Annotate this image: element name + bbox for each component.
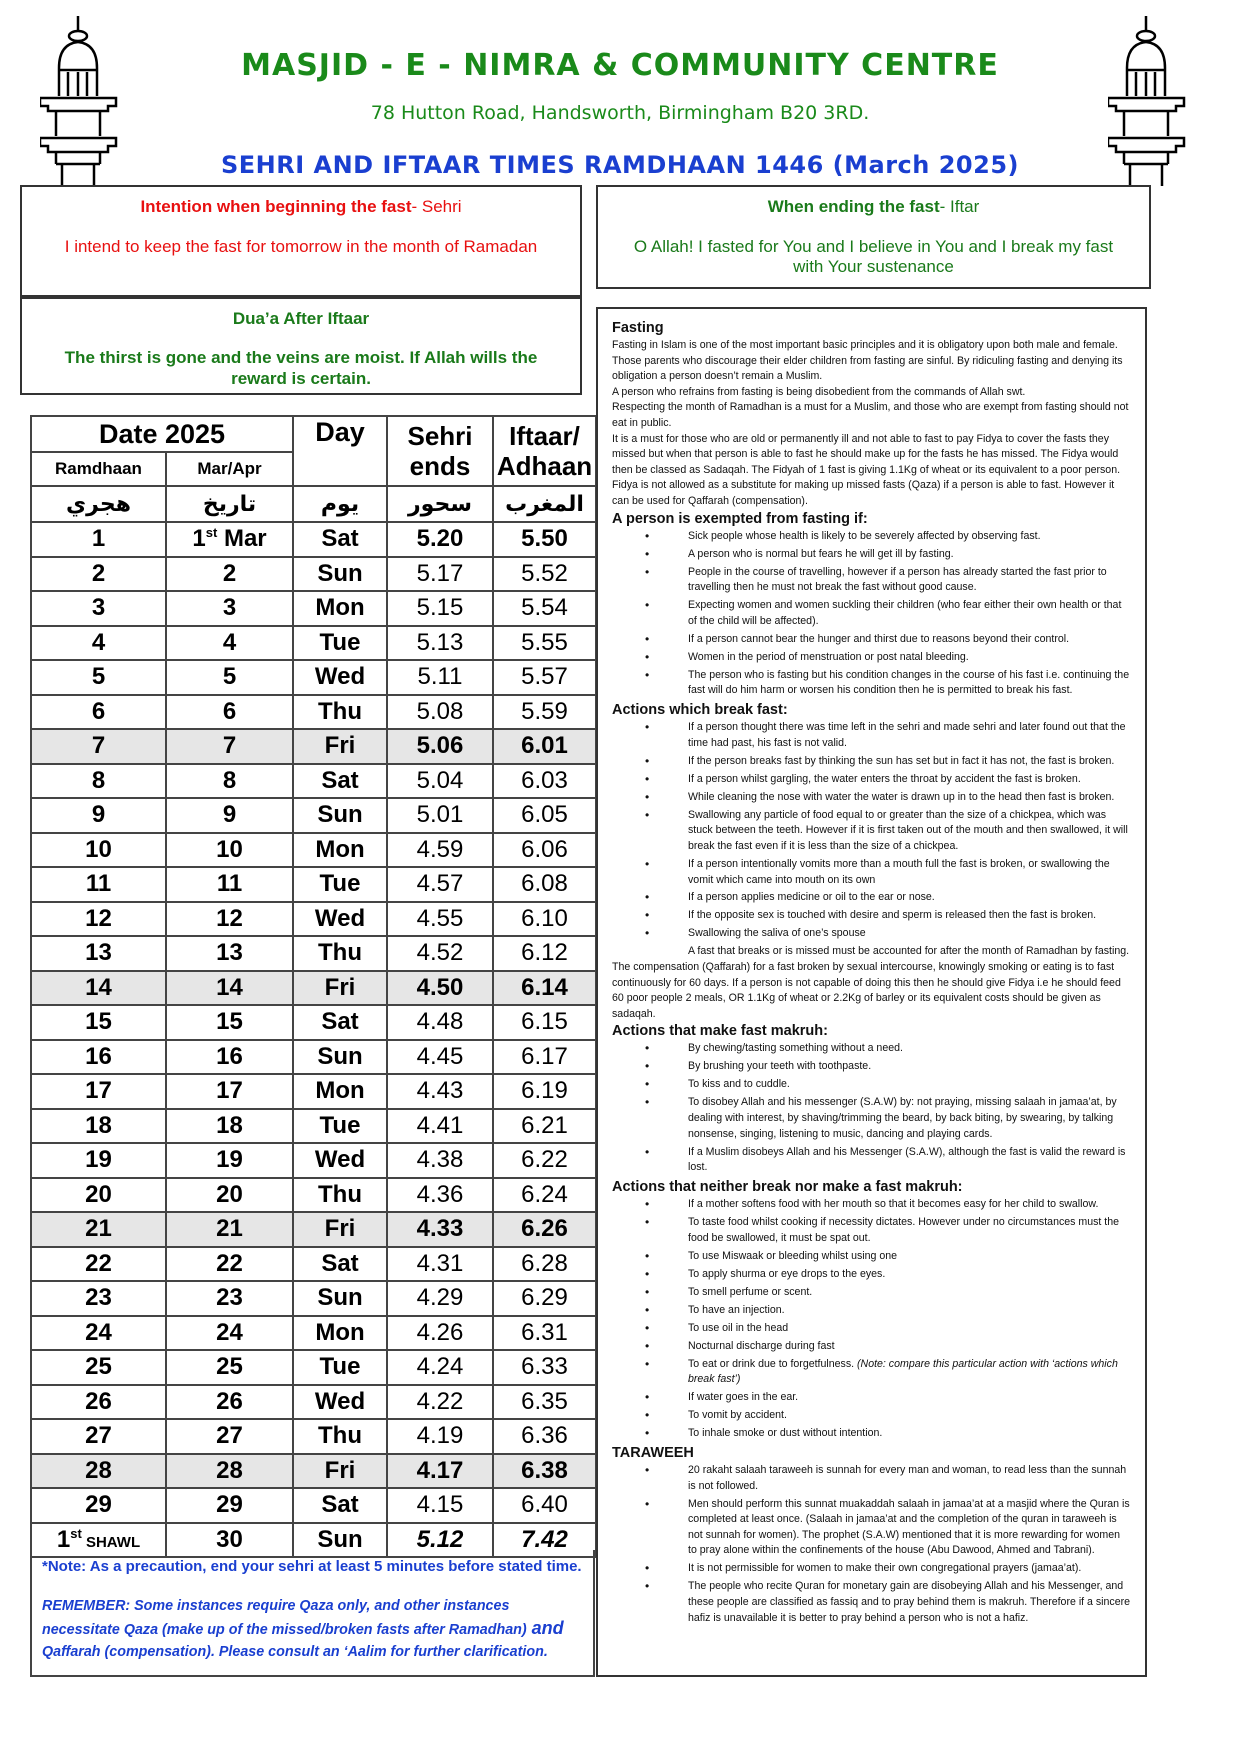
list-item: • To disobey Allah and his messenger (S.A.W) by: not praying, missing salaah in jamaa’at, by dealing with interest, by shaving/trimming the beard, by back biting, by swearing, by talking nonsense, singing, listening to music, dancing and playing cards. [612,1095,1131,1142]
iftaar-time-cell: 6.17 [493,1040,596,1075]
intention-box [20,185,582,297]
list-item: • Nocturnal discharge during fast [612,1339,1131,1355]
sehri-time-cell: 4.41 [387,1109,493,1144]
ramdhaan-day-cell: 1st SHAWL [31,1523,166,1558]
weekday-cell: Fri [293,729,387,764]
list-item: • If a person applies medicine or oil to the ear or nose. [612,890,1131,906]
exempted-heading: A person is exempted from fasting if: [612,510,868,527]
iftaar-time-cell: 6.15 [493,1005,596,1040]
sehri-time-cell: 4.52 [387,936,493,971]
list-item: • The person who is fasting but his condition changes in the course of his fast i.e. continuing the fast will do him harm or worsen his condition then he is permitted to break his fast. [612,668,1131,699]
ending-text: O Allah! I fasted for You and I believe in You and I break my fast with Your sustenance [633,237,1114,276]
ramdhaan-day-cell: 11 [31,867,166,902]
date-cell: 2 [166,557,293,592]
fasting-paragraph: It is a must for those who are old or permanently ill and not able to fast to pay Fidya to cover the fasts they missed but when that person is able to fast he should make up for the fasts he has missed. The Fidya would then be classed as Sadaqah. The Fidyah of 1 fast is giving 1.1Kg of wheat or its equivalent to a poor person. Fidya is not allowed as a substitute for making up missed fasts (Qaza) if a person is able to fast. However it can be used for Qaffarah (compensation). [612,432,1121,507]
weekday-cell: Fri [293,1212,387,1247]
break-after-indent: A fast that breaks or is missed must be accounted for after the month of Ramadhan by fasting. [688,945,1130,958]
ramdhaan-day-cell: 15 [31,1005,166,1040]
weekday-cell: Sun [293,1281,387,1316]
ramdhaan-day-cell: 6 [31,695,166,730]
notes-box [30,1550,595,1677]
table-row [31,764,596,799]
list-item: • Men should perform this sunnat muakaddah salaah in jamaa’at at a masjid where the Quran is completed at least once. (Salaah in jamaa’at and the completion of the quran in taraweeh is not sunnah for women). The prophet (S.A.W) mentioned that it is more rewarding for women to pray alone within the confinements of the house (Abu Dawood, Ahmed and Tabrani). [612,1497,1131,1559]
date-cell: 26 [166,1385,293,1420]
fasting-paragraph: Respecting the month of Ramadhan is a must for a Muslim, and those who are exempt from fasting should not eat in public. [612,401,1129,429]
ramdhaan-day-cell: 13 [31,936,166,971]
iftaar-time-cell: 6.10 [493,902,596,937]
table-row [31,522,596,557]
ramdhaan-day-cell: 16 [31,1040,166,1075]
date-cell: 19 [166,1143,293,1178]
weekday-cell: Sat [293,1488,387,1523]
iftaar-time-cell: 6.01 [493,729,596,764]
iftaar-time-cell: 5.52 [493,557,596,592]
date-cell: 7 [166,729,293,764]
header-day: Day [293,416,387,486]
list-item: • If a person whilst gargling, the water enters the throat by accident the fast is broken. [612,772,1131,788]
ramdhaan-day-cell: 7 [31,729,166,764]
list-item: • By brushing your teeth with toothpaste. [612,1059,1131,1075]
table-row [31,1143,596,1178]
break-heading: Actions which break fast: [612,702,788,719]
intention-heading [22,197,580,217]
ramdhaan-day-cell: 10 [31,833,166,868]
sehri-time-cell: 4.57 [387,867,493,902]
sehri-time-cell: 4.33 [387,1212,493,1247]
ramdhaan-day-cell: 25 [31,1350,166,1385]
weekday-cell: Mon [293,833,387,868]
table-row [31,1350,596,1385]
iftaar-time-cell: 6.12 [493,936,596,971]
header-mar-apr: Mar/Apr [166,452,293,486]
sehri-time-cell: 4.24 [387,1350,493,1385]
weekday-cell: Fri [293,1454,387,1489]
weekday-cell: Sun [293,1040,387,1075]
list-item: • If a person thought there was time left in the sehri and made sehri and later found out that the time had past, his fast is not valid. [612,720,1131,751]
sehri-time-cell: 5.01 [387,798,493,833]
list-item: • To taste food whilst cooking if necessity dictates. However under no circumstances must the food be swallowed, it must be spat out. [612,1215,1131,1246]
ramdhaan-day-cell: 21 [31,1212,166,1247]
table-row [31,1385,596,1420]
iftaar-time-cell: 6.33 [493,1350,596,1385]
date-cell: 30 [166,1523,293,1558]
date-cell: 1st Mar [166,522,293,557]
forget-text: To eat or drink due to forgetfulness. [688,1357,858,1370]
sehri-time-cell: 4.15 [387,1488,493,1523]
list-item: • While cleaning the nose with water the water is drawn up in to the head then fast is broken. [612,790,1131,806]
intention-heading-bold: Intention when beginning the fast [140,197,412,216]
list-item: • To inhale smoke or dust without intention. [612,1426,1131,1442]
date-cell: 28 [166,1454,293,1489]
table-row [31,936,596,971]
weekday-cell: Sat [293,522,387,557]
neither-list [612,1197,1131,1354]
neither-list-forget [612,1357,1131,1388]
weekday-cell: Wed [293,660,387,695]
ending-heading [598,197,1149,217]
header-arabic-hijri: هجري [31,486,166,522]
iftaar-time-cell: 7.42 [493,1523,596,1558]
sehri-time-cell: 4.45 [387,1040,493,1075]
ramdhaan-day-cell: 20 [31,1178,166,1213]
list-item: • If a person intentionally vomits more than a mouth full the fast is broken, or swallowing the vomit which came into mouth on its own [612,857,1131,888]
table-row [31,971,596,1006]
list-item: • By chewing/tasting something without a need. [612,1041,1131,1057]
list-item: • People in the course of travelling, however if a person has already started the fast prior to travelling then he must not break the fast without good cause. [612,565,1131,596]
sehri-time-cell: 4.55 [387,902,493,937]
weekday-cell: Mon [293,1074,387,1109]
weekday-cell: Tue [293,867,387,902]
list-item: • To smell perfume or scent. [612,1285,1131,1301]
fasting-paragraph: A person who refrains from fasting is being disobedient from the commands of Allah swt. [612,385,1026,398]
ramdhaan-day-cell: 5 [31,660,166,695]
page-title: MASJID - E - NIMRA & COMMUNITY CENTRE [241,48,999,83]
list-item: • If a person cannot bear the hunger and thirst due to reasons beyond their control. [612,632,1131,648]
ramdhaan-day-cell: 17 [31,1074,166,1109]
iftaar-time-cell: 6.29 [493,1281,596,1316]
header-iftaar [493,416,596,486]
ending-heading-bold: When ending the fast [767,197,940,216]
ending-heading-rest: - Iftar [939,197,980,216]
dua-box [20,297,582,395]
table-row [31,902,596,937]
ramdhaan-day-cell: 18 [31,1109,166,1144]
date-cell: 4 [166,626,293,661]
table-row [31,626,596,661]
sehri-time-cell: 5.17 [387,557,493,592]
date-cell: 18 [166,1109,293,1144]
iftaar-time-cell: 6.36 [493,1419,596,1454]
header-ramdhaan: Ramdhaan [31,452,166,486]
page-subtitle: SEHRI AND IFTAAR TIMES RAMDHAAN 1446 (March 2025) [220,151,1019,179]
sehri-time-cell: 5.12 [387,1523,493,1558]
date-cell: 23 [166,1281,293,1316]
weekday-cell: Sun [293,798,387,833]
weekday-cell: Sun [293,557,387,592]
fasting-paragraphs [612,338,1131,510]
sehri-time-cell: 4.43 [387,1074,493,1109]
table-row [31,1005,596,1040]
date-cell: 29 [166,1488,293,1523]
ramdhaan-day-cell: 27 [31,1419,166,1454]
table-row [31,1109,596,1144]
iftaar-time-cell: 6.05 [493,798,596,833]
sehri-time-cell: 4.50 [387,971,493,1006]
iftaar-time-cell: 6.26 [493,1212,596,1247]
iftaar-time-cell: 6.21 [493,1109,596,1144]
weekday-cell: Sat [293,1247,387,1282]
iftaar-time-cell: 5.59 [493,695,596,730]
list-item: • The people who recite Quran for monetary gain are disobeying Allah and his Messenger, and these people are classified as fassiq and to pray behind them is makruh. Therefore if a sincere hafiz is unavailable it is better to pray behind a person who is not a hafiz. [612,1579,1131,1626]
table-row [31,798,596,833]
table-row [31,695,596,730]
table-row [31,729,596,764]
header-arabic-yawm: يوم [293,486,387,522]
sehri-time-cell: 5.15 [387,591,493,626]
weekday-cell: Mon [293,1316,387,1351]
sehri-time-cell: 4.36 [387,1178,493,1213]
sehri-time-cell: 4.26 [387,1316,493,1351]
intention-heading-rest: - Sehri [411,197,462,216]
iftaar-time-cell: 6.28 [493,1247,596,1282]
header-sehri-line1: Sehri [407,421,473,451]
iftaar-time-cell: 6.06 [493,833,596,868]
iftaar-time-cell: 6.08 [493,867,596,902]
date-cell: 10 [166,833,293,868]
precaution-note: *Note: As a precaution, end your sehri at least 5 minutes before stated time. [42,1558,582,1575]
break-after-text: The compensation (Qaffarah) for a fast broken by sexual intercourse, knowingly smoking or eating is to fast continuously for 60 days. If a person is not capable of doing this then he should give Fidya i.e he should feed 60 poor people 2 meals, OR 1.1Kg of wheat or 2.2Kg of barley or its equivalent costs should be given as sadaqah. [612,961,1121,1020]
table-row [31,1247,596,1282]
header-arabic-sahoor: سحور [387,486,493,522]
date-cell: 11 [166,867,293,902]
break-list [612,720,1131,942]
sehri-time-cell: 4.38 [387,1143,493,1178]
sehri-time-cell: 4.48 [387,1005,493,1040]
list-item: • To use oil in the head [612,1321,1131,1337]
weekday-cell: Thu [293,936,387,971]
sehri-time-cell: 5.06 [387,729,493,764]
ramdhaan-day-cell: 22 [31,1247,166,1282]
list-item: • 20 rakaht salaah taraweeh is sunnah for every man and woman, to read less than the sunnah is not followed. [612,1463,1131,1494]
iftaar-time-cell: 5.55 [493,626,596,661]
date-cell: 5 [166,660,293,695]
date-cell: 27 [166,1419,293,1454]
sehri-time-cell: 4.31 [387,1247,493,1282]
weekday-cell: Sat [293,1005,387,1040]
ramdhaan-day-cell: 28 [31,1454,166,1489]
list-item: • To use Miswaak or bleeding whilst using one [612,1249,1131,1265]
exempted-list [612,529,1131,699]
iftaar-time-cell: 6.22 [493,1143,596,1178]
ramdhaan-day-cell: 8 [31,764,166,799]
forget-note: (Note: compare this particular action with ‘actions which break fast’) [688,1357,1118,1386]
date-cell: 21 [166,1212,293,1247]
list-item: • A person who is normal but fears he will get ill by fasting. [612,547,1131,563]
list-item: • To kiss and to cuddle. [612,1077,1131,1093]
table-row [31,1040,596,1075]
iftaar-time-cell: 6.40 [493,1488,596,1523]
date-cell: 13 [166,936,293,971]
makruh-heading: Actions that make fast makruh: [612,1023,828,1040]
weekday-cell: Sat [293,764,387,799]
weekday-cell: Wed [293,1143,387,1178]
times-table [30,415,597,1558]
table-row [31,833,596,868]
dua-text: The thirst is gone and the veins are moist. If Allah wills the reward is certain. [64,348,538,388]
taraweeh-list [612,1463,1131,1626]
sehri-time-cell: 4.29 [387,1281,493,1316]
table-row [31,1281,596,1316]
list-item: • Swallowing the saliva of one’s spouse [612,926,1131,942]
sehri-time-cell: 4.19 [387,1419,493,1454]
iftaar-time-cell: 5.57 [493,660,596,695]
weekday-cell: Tue [293,1350,387,1385]
header-date: Date 2025 [31,416,293,452]
list-item: • Swallowing any particle of food equal to or greater than the size of a chickpea, which was stuck between the teeth. However if it is first taken out of the mouth and then swallowed, it will break the fast even if it is less than the size of a chickpea. [612,808,1131,855]
table-row [31,1316,596,1351]
date-cell: 14 [166,971,293,1006]
date-cell: 22 [166,1247,293,1282]
sehri-time-cell: 4.17 [387,1454,493,1489]
ramdhaan-day-cell: 2 [31,557,166,592]
address: 78 Hutton Road, Handsworth, Birmingham B20 3RD. [370,102,870,124]
date-cell: 8 [166,764,293,799]
date-cell: 15 [166,1005,293,1040]
header-iftaar-line1: Iftaar/ [509,421,580,451]
ramdhaan-day-cell: 26 [31,1385,166,1420]
table-row [31,1178,596,1213]
table-row [31,1212,596,1247]
weekday-cell: Thu [293,1178,387,1213]
list-item [612,1357,1131,1388]
table-row [31,557,596,592]
remember-and: and [526,1618,564,1638]
table-row [31,1074,596,1109]
remember-text-b: Qaffarah (compensation). Please consult an ‘Aalim for further clarification. [42,1644,548,1660]
list-item: • To have an injection. [612,1303,1131,1319]
ramdhaan-day-cell: 23 [31,1281,166,1316]
list-item: • If the person breaks fast by thinking the sun has set but in fact it has not, the fast is broken. [612,754,1131,770]
neither-heading: Actions that neither break nor make a fast makruh: [612,1179,963,1196]
taraweeh-heading: TARAWEEH [612,1445,694,1462]
table-row [31,1488,596,1523]
ramdhaan-day-cell: 1 [31,522,166,557]
sehri-time-cell: 4.59 [387,833,493,868]
header-sehri [387,416,493,486]
weekday-cell: Fri [293,971,387,1006]
remember-text-a: REMEMBER: Some instances require Qaza only, and other instances necessitate Qaza (make up of the missed/broken fasts after Ramadhan) [42,1598,527,1638]
weekday-cell: Wed [293,902,387,937]
table-row [31,1454,596,1489]
header-sehri-line2: ends [409,451,471,481]
iftaar-time-cell: 6.19 [493,1074,596,1109]
list-item: • To apply shurma or eye drops to the eyes. [612,1267,1131,1283]
iftaar-time-cell: 6.31 [493,1316,596,1351]
list-item: • Sick people whose health is likely to be severely affected by observing fast. [612,529,1131,545]
weekday-cell: Tue [293,1109,387,1144]
weekday-cell: Thu [293,1419,387,1454]
weekday-cell: Sun [293,1523,387,1558]
remember-note [42,1595,583,1663]
ramdhaan-day-cell: 3 [31,591,166,626]
sehri-time-cell: 5.04 [387,764,493,799]
sehri-time-cell: 4.22 [387,1385,493,1420]
weekday-cell: Thu [293,695,387,730]
date-cell: 6 [166,695,293,730]
iftaar-time-cell: 6.03 [493,764,596,799]
fasting-info-box [596,307,1147,1677]
list-item: • Women in the period of menstruation or post natal bleeding. [612,650,1131,666]
date-cell: 3 [166,591,293,626]
sehri-time-cell: 5.13 [387,626,493,661]
date-cell: 16 [166,1040,293,1075]
dua-heading: Dua’a After Iftaar [232,309,370,328]
header-arabic-tareekh: تاريخ [166,486,293,522]
neither-list-after [612,1390,1131,1442]
date-cell: 12 [166,902,293,937]
list-item: • It is not permissible for women to make their own congregational prayers (jamaa’at). [612,1561,1131,1577]
ramdhaan-day-cell: 24 [31,1316,166,1351]
makruh-list [612,1041,1131,1175]
ramdhaan-day-cell: 19 [31,1143,166,1178]
list-item: • Expecting women and women suckling their children (who fear either their own health or that of the child will be affected). [612,598,1131,629]
list-item: • If water goes in the ear. [612,1390,1131,1406]
list-item: • To vomit by accident. [612,1408,1131,1424]
sehri-time-cell: 5.20 [387,522,493,557]
date-cell: 20 [166,1178,293,1213]
ramdhaan-day-cell: 9 [31,798,166,833]
fasting-heading: Fasting [612,320,664,336]
header-iftaar-line2: Adhaan [496,451,593,481]
fasting-paragraph: Fasting in Islam is one of the most important basic principles and it is obligatory upon both male and female. Those parents who discourage their elder children from fasting are sinful. By ridiculing fasting and denying its obligation a person doesn’t remain a Muslim. [612,339,1123,383]
date-cell: 17 [166,1074,293,1109]
date-cell: 24 [166,1316,293,1351]
iftaar-time-cell: 6.24 [493,1178,596,1213]
date-cell: 25 [166,1350,293,1385]
ramdhaan-day-cell: 4 [31,626,166,661]
iftaar-time-cell: 6.35 [493,1385,596,1420]
sehri-time-cell: 5.08 [387,695,493,730]
table-row [31,660,596,695]
iftaar-time-cell: 5.54 [493,591,596,626]
weekday-cell: Mon [293,591,387,626]
table-row [31,1419,596,1454]
times-table-body [31,522,596,1557]
list-item: • If the opposite sex is touched with desire and sperm is released then the fast is broken. [612,908,1131,924]
table-row [31,867,596,902]
header-arabic-maghrib: المغرب [493,486,596,522]
ramdhaan-day-cell: 29 [31,1488,166,1523]
iftaar-time-cell: 5.50 [493,522,596,557]
sehri-time-cell: 5.11 [387,660,493,695]
table-row [31,591,596,626]
date-cell: 9 [166,798,293,833]
weekday-cell: Tue [293,626,387,661]
list-item: • If a mother softens food with her mouth so that it becomes easy for her child to swallow. [612,1197,1131,1213]
ramdhaan-day-cell: 12 [31,902,166,937]
ramdhaan-day-cell: 14 [31,971,166,1006]
iftaar-time-cell: 6.38 [493,1454,596,1489]
intention-text: I intend to keep the fast for tomorrow in the month of Ramadan [64,237,538,256]
ending-box [596,185,1151,289]
weekday-cell: Wed [293,1385,387,1420]
list-item: • If a Muslim disobeys Allah and his Messenger (S.A.W), although the fast is valid the reward is lost. [612,1145,1131,1176]
iftaar-time-cell: 6.14 [493,971,596,1006]
